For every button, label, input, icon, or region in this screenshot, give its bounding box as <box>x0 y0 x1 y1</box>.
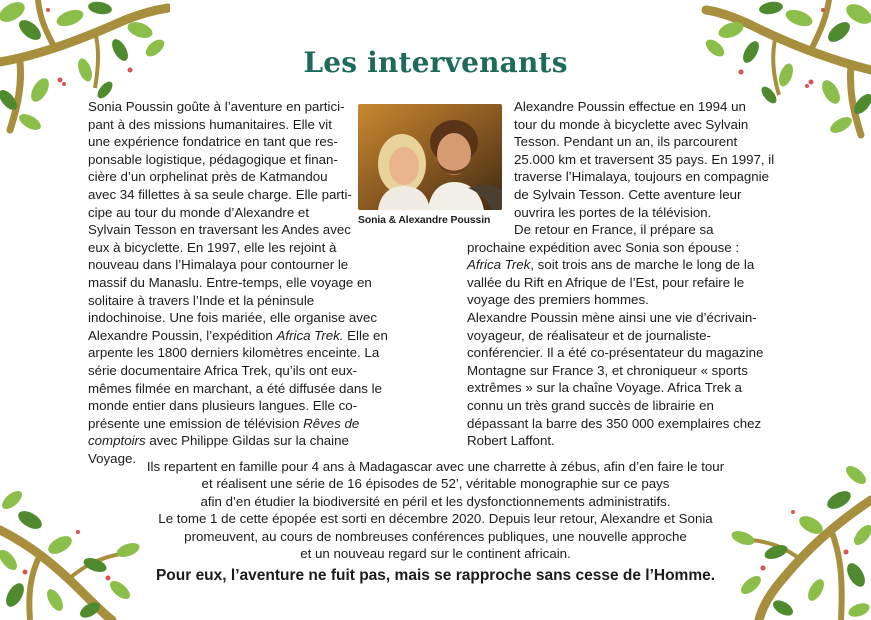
text-line: De retour en France, il prépare sa <box>514 222 714 237</box>
text-line: cipe au tour du monde d’Alexandre et <box>88 204 310 220</box>
text-line <box>467 256 763 274</box>
page-title: Les intervenants <box>303 46 568 79</box>
text-line: Ils repartent en famille pour 4 ans à Madagascar avec une charrette à zébus, afin d’en faire le tour <box>146 459 725 474</box>
text-line: traverse l’Himalaya, toujours en compagnie <box>514 169 769 185</box>
alexandre-bio-bottom <box>467 221 763 450</box>
text-line: Alexandre Poussin effectue en 1994 un <box>514 99 746 114</box>
text-line: voyageur, de réalisateur et de journaliste- <box>467 327 711 343</box>
text-fragment: avec Philippe Gildas sur la chaine <box>145 433 349 449</box>
text-line: Sylvain Tesson en traversant les Andes avec <box>88 222 351 238</box>
text-line: arpente les 1800 derniers kilomètres enceinte. La <box>88 345 380 361</box>
text-line <box>88 432 388 450</box>
closing-tagline: Pour eux, l’aventure ne fuit pas, mais se rapproche sans cesse de l’Homme. <box>155 567 716 584</box>
text-line: nouveau dans l’Himalaya pour contourner le <box>88 257 349 273</box>
text-line: Tesson. Pendant un an, ils parcourent <box>514 134 738 150</box>
text-line: vallée du Rift en Afrique de l’Est, pour refaire le <box>467 274 745 290</box>
text-line: Robert Laffont. <box>467 433 555 449</box>
text-line: Voyage. <box>88 450 137 466</box>
italic-title: Rêves de <box>303 415 360 431</box>
photo-caption: Sonia & Alexandre Poussin <box>358 215 491 226</box>
text-line: conférencier. Il a été co-présentateur du magazine <box>467 345 764 361</box>
text-line <box>88 415 388 433</box>
text-line: 25.000 km et traversent 35 pays. En 1997, il <box>514 151 775 167</box>
text-line: cière d’un orphelinat près de Katmandou <box>88 169 328 185</box>
text-line: monde entier dans plusieurs langues. Elle co- <box>88 398 358 414</box>
text-line: une expérience fondatrice en tant que res- <box>88 134 338 150</box>
text-line: avec 34 fillettes à sa seule charge. Elle parti- <box>88 186 352 202</box>
shared-story-paragraph <box>0 458 871 562</box>
text-fragment: présente une emission de télévision <box>88 415 304 431</box>
italic-title: comptoirs <box>88 433 146 449</box>
text-line: voyage des premiers hommes. <box>467 292 649 308</box>
text-line: indochinoise. Une fois mariée, elle organise avec <box>88 310 377 326</box>
alexandre-bio-top <box>514 98 774 221</box>
text-line: et réalisent une série de 16 épisodes de 52’, véritable monographie sur ce pays <box>201 476 670 492</box>
text-line: promeuvent, au cours de nombreuses conférences publiques, une nouvelle approche <box>184 528 687 544</box>
text-line: et un nouveau regard sur le continent africain. <box>300 546 571 562</box>
text-line: mêmes filmée en marchant, a été diffusée dans le <box>88 380 382 396</box>
text-fragment: , soit trois ans de marche le long de la <box>530 257 755 273</box>
text-line: dépassant la barre des 350 000 exemplaires chez <box>467 415 762 431</box>
text-line: Sonia Poussin goûte à l’aventure en partici- <box>88 99 345 114</box>
text-line: prochaine expédition avec Sonia son épouse : <box>467 239 740 255</box>
text-line: série documentaire Africa Trek, qu’ils ont eux- <box>88 362 358 378</box>
text-line: extrêmes » sur la chaîne Voyage. Africa Trek a <box>467 380 742 396</box>
text-line: solitaire à travers l’Inde et la péninsule <box>88 292 315 308</box>
text-line: Alexandre Poussin mène ainsi une vie d’écrivain- <box>467 309 757 325</box>
text-line: pant à des missions humanitaires. Elle vit <box>88 116 332 132</box>
italic-title: Africa Trek. <box>276 327 344 343</box>
text-line: afin d’en étudier la biodiversité en péril et les dysfonctionnements administratifs. <box>200 493 671 509</box>
text-line: connu un très grand succès de librairie en <box>467 397 714 413</box>
text-line: massif du Manaslu. Entre-temps, elle voyage en <box>88 274 372 290</box>
text-line: ponsable logistique, pédagogique et finan- <box>88 151 338 167</box>
sonia-bio <box>88 98 388 467</box>
text-line: de Sylvain Tesson. Cette aventure leur <box>514 186 742 202</box>
text-fragment: Alexandre Poussin, l’expédition <box>88 327 277 343</box>
text-line: Montagne sur France 3, et chroniqueur « sports <box>467 362 748 378</box>
text-fragment: Elle en <box>343 327 388 343</box>
italic-title: Africa Trek <box>467 257 531 273</box>
text-line: Le tome 1 de cette épopée est sorti en décembre 2020. Depuis leur retour, Alexandre et Sonia <box>158 511 713 527</box>
text-line <box>88 327 388 345</box>
text-line: ouvrira les portes de la télévision. <box>514 204 712 220</box>
text-line: eux à bicyclette. En 1997, elle les rejoint à <box>88 239 337 255</box>
text-line: tour du monde à bicyclette avec Sylvain <box>514 116 749 132</box>
